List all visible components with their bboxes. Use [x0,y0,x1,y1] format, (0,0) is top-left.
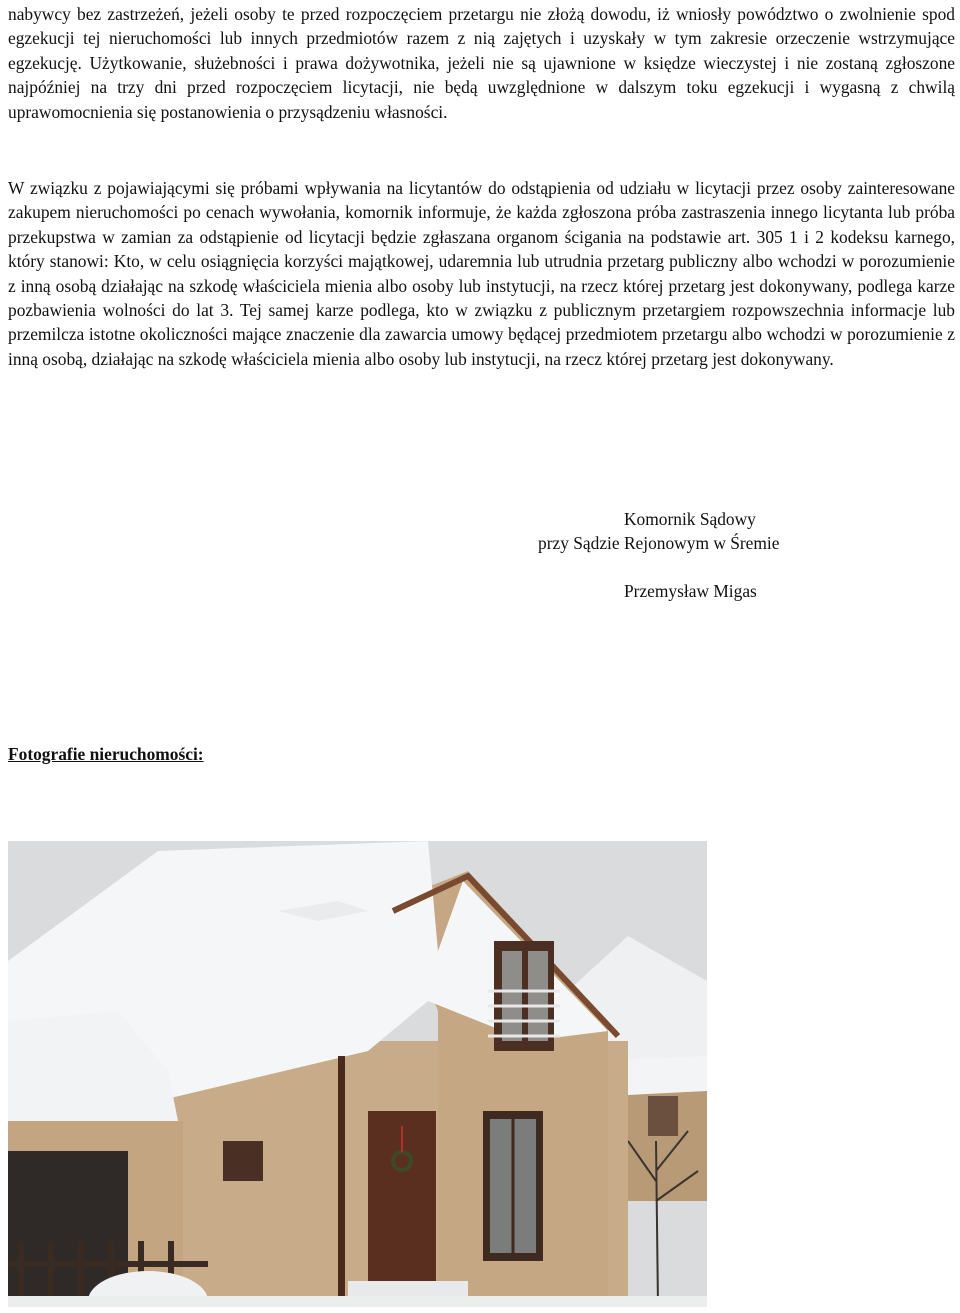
signature-title: Komornik Sądowy [624,509,756,529]
photo-small-window [223,1141,263,1181]
paragraph-criminal-code-notice: W związku z pojawiającymi się próbami wpływania na licytantów do odstąpienia od udziału w licytacji przez osoby zainteresowane zakupem nieruchomości po cenach wywołania, komornik informuje, że każda zgłoszona próba zastraszenia innego licytanta lub próba przekupstwa w zamian za odstąpienie od licytacji będzie zgłaszana organom ścigania na podstawie art. 305 1 i 2 kodeksu karnego, który stanowi: Kto, w celu osiągnięcia korzyści majątkowej, udaremnia lub utrudnia przetarg publiczny albo wchodzi w porozumienie z inną osobą działając na szkodę właściciela mienia albo osoby lub instytucji, na rzecz której przetarg jest dokonywany, podlega karze pozbawienia wolności do lat 3. Tej samej karze podlega, kto w związku z publicznym przetargiem rozpowszechnia informacje lub przemilcza istotne okoliczności mające znaczenie dla zawarcia umowy będącej przedmiotem przetargu albo wchodzi w porozumienie z inną osobą, działając na szkodę właściciela mienia albo osoby lub instytucji, na rzecz której przetarg jest dokonywany. [8,178,955,369]
photo-ground [8,1296,707,1307]
photo-neighbor-window [648,1096,678,1136]
photo-downpipe [338,1056,345,1307]
signature-court: przy Sądzie Rejonowym w Śremie [538,533,780,553]
paragraph-auction-terms: nabywcy bez zastrzeżeń, jeżeli osoby te przed rozpoczęciem przetargu nie złożą dowodu, iż wniosły powództwo o zwolnienie spod egzekucji tej nieruchomości lub innych przedmiotów razem z nią zajętych i uzyskały w tym zakresie orzeczenie wstrzymujące egzekucję. Użytkowanie, służebności i prawa dożywotnika, jeżeli nie są ujawnione w księdze wieczystej i nie zostaną zgłoszone najpóźniej na trzy dni przed rozpoczęciem licytacji, nie będą uwzględnione w dalszym toku egzekucji i wygasną z chwilą uprawomocnienia się postanowienia o przysądzeniu własności. [8,4,955,122]
photos-heading: Fotografie nieruchomości: [8,744,204,764]
signature-name: Przemysław Migas [624,581,757,601]
property-photo [8,841,707,1307]
